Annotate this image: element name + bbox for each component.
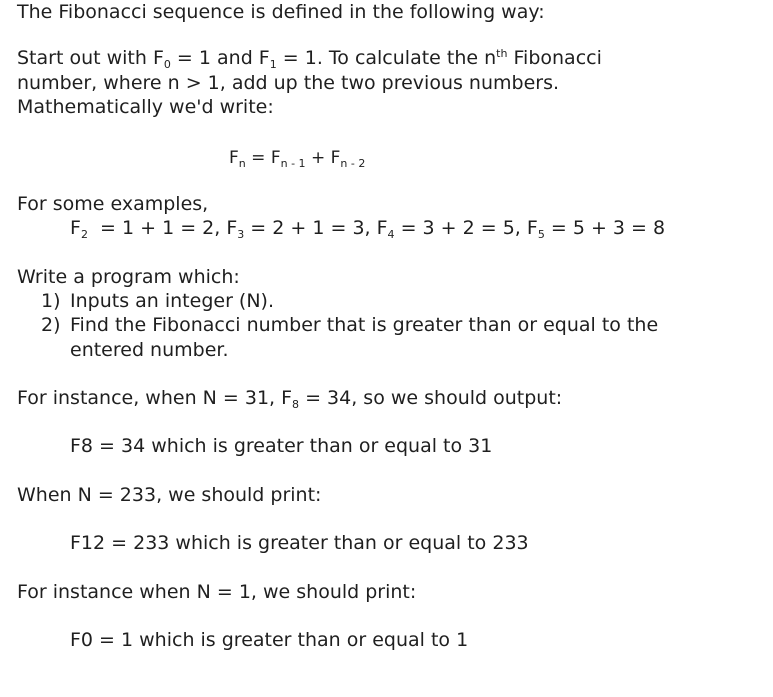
list-text: entered number. <box>70 339 229 361</box>
list-text: Find the Fibonacci number that is greater than or equal to the <box>70 314 659 336</box>
instance1-output: F8 = 34 which is greater than or equal to 31 <box>70 435 493 457</box>
instance1-text: For instance, when N = 31, $F_8 = 34$, so we should output: <box>17 387 563 411</box>
definition-line-3: Mathematically we'd write: <box>17 96 274 118</box>
definition-line-2: number, where n > 1, add up the two previous numbers. <box>17 72 560 94</box>
list-number: 1) <box>41 290 61 312</box>
list-number: 2) <box>41 314 61 336</box>
program-heading: Write a program which: <box>17 266 240 288</box>
instance3-text: For instance when N = 1, we should print: <box>17 581 417 603</box>
examples-heading: For some examples, <box>17 193 209 215</box>
instance3-output: F0 = 1 which is greater than or equal to 1 <box>70 629 469 651</box>
definition-line-1: Start out with $F_0 = 1$ and $F_1 = 1$. To calculate the $n^{th}$ Fibonacci <box>17 47 602 71</box>
examples-line: $F_2 = 1 + 1 = 2$, $F_3 = 2 + 1 = 3$, $F_4 = 3 + 2 = 5$, $F_5 = 5 + 3 = 8$ <box>70 217 666 241</box>
instance2-text: When N = 233, we should print: <box>17 484 322 506</box>
list-text: Inputs an integer (N). <box>70 290 274 312</box>
instance2-output: F12 = 233 which is greater than or equal to 233 <box>70 532 529 554</box>
intro-text: The Fibonacci sequence is defined in the following way: <box>17 1 545 23</box>
recurrence-formula: $F_n = F_{n - 1} + F_{n - 2}$ <box>229 148 366 170</box>
